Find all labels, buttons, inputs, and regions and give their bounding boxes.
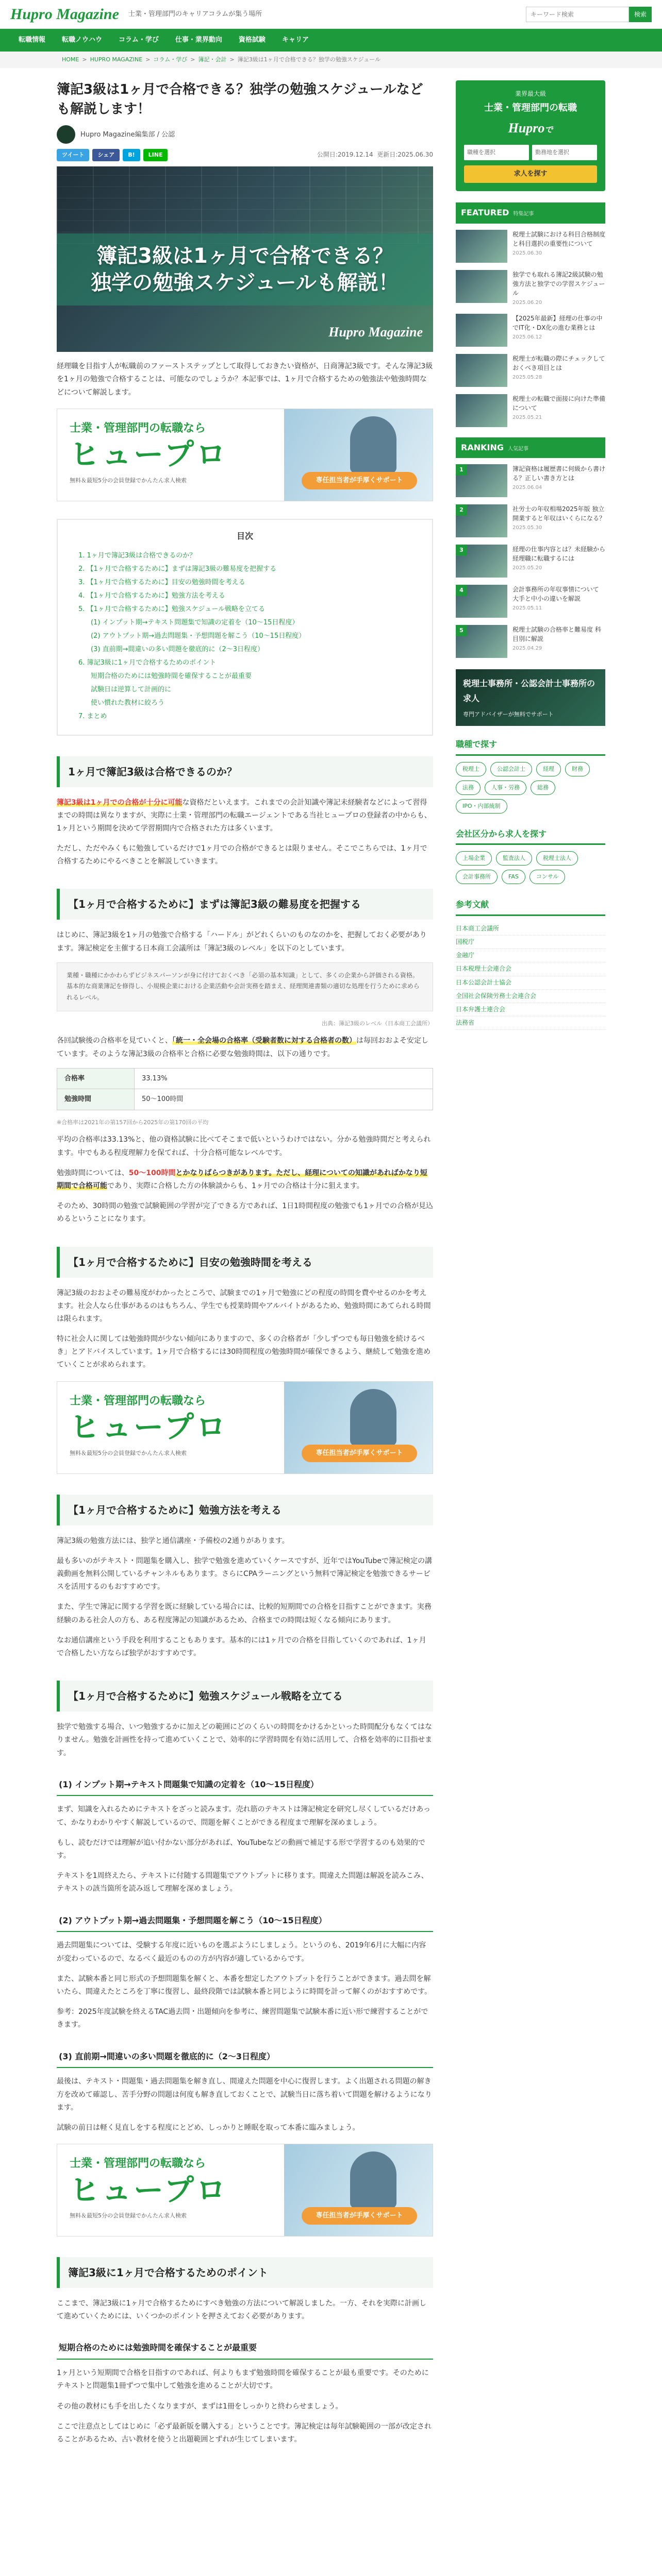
tag[interactable]: IPO・内部統制: [456, 799, 507, 814]
list-item[interactable]: 4 会計事務所の年収事情について 大手と中小の違いを解説 2025.05.11: [456, 585, 605, 618]
reference-link[interactable]: 日本弁護士連合会: [456, 1003, 605, 1016]
reference-link[interactable]: 金融庁: [456, 949, 605, 962]
section-heading: 【1ヶ月で合格するために】まずは簿記3級の難易度を把握する: [57, 889, 433, 920]
table-row: 合格率 33.13%: [57, 1068, 433, 1089]
share-buttons: [57, 149, 168, 161]
breadcrumb: HOME > HUPRO MAGAZINE > コラム・学び > 簿記・会計 > 簿記3級は1ヶ月で合格できる？独学の勉強スケジュール: [0, 52, 662, 68]
list-item[interactable]: 税理士の転職で面接に向けた準備について 2025.05.21: [456, 394, 605, 427]
breadcrumb-link[interactable]: HOME: [62, 56, 79, 63]
nav-item[interactable]: 転職情報: [19, 36, 46, 44]
list-item[interactable]: 1 簿記資格は履歴書に何級から書ける？正しい書き方とは 2025.06.04: [456, 464, 605, 497]
tag[interactable]: 総務: [531, 781, 555, 795]
toc-item[interactable]: 6. 簿記3級に1ヶ月で合格するためのポイント: [78, 658, 217, 667]
paragraph[interactable]: 参考：2025年度試験を終えるTAC過去問・出題傾向を参考に、練習問題集で試験本番に近い形で練習することができます。: [57, 2008, 428, 2029]
banner-cta-button[interactable]: 専任担当者が手厚くサポート: [302, 1445, 417, 1462]
banner-person-image: [350, 2151, 396, 2208]
banner-cta-button[interactable]: 専任担当者が手厚くサポート: [302, 472, 417, 489]
toc-subitem[interactable]: 短期合格のためには勉強時間を確保することが最重要: [91, 672, 252, 680]
reference-link[interactable]: 日本公認会計士協会: [456, 976, 605, 990]
toc-item[interactable]: 4. 【1ヶ月で合格するために】勉強方法を考える: [78, 591, 225, 600]
paragraph: その他の教材にも手を出したくなりますが、まずは1冊をしっかりと終わらせましょう。: [57, 2402, 343, 2411]
list-item[interactable]: 【2025年最新】経理の仕事の中でIT化・DX化の進む業務とは 2025.06.12: [456, 314, 605, 347]
table-of-contents: [57, 519, 433, 736]
site-logo[interactable]: Hupro Magazine: [10, 5, 119, 23]
references-heading: 参考文献: [456, 897, 605, 916]
subsection-heading: (2) アウトプット期→過去問題集・予想問題を解こう（10〜15日程度）: [57, 1910, 433, 1933]
paragraph: また、試験本番と同じ形式の予想問題集を解くと、本番を想定したアウトプットを行うことができます。過去問を解いたら、間違えたところを丁寧に復習し、最終段階では試験本番と同じように時間を計って解くのがおすすめです。: [57, 1974, 432, 1996]
reference-link[interactable]: 国税庁: [456, 936, 605, 949]
section-heading: 1ヶ月で簿記3級は合格できるのか？: [57, 756, 433, 787]
hero-title-line1: 簿記3級は1ヶ月で合格できる？: [96, 244, 393, 268]
paragraph: 最も多いのがテキスト・問題集を購入し、独学で勉強を進めていくケースですが、近年ではYouTubeで簿記検定の講義動画を無料公開しているチャンネルもあります。さらにCPAラーニングという無料で簿記検定を勉強できるサービスを活用するのもおすすめです。: [57, 1556, 432, 1591]
banner-heading: 士業・管理部門の転職なら: [70, 421, 206, 435]
job-search-widget: 業界最大級 士業・管理部門の転職 Huproで 職種を選択 勤務地を選択 求人を探す: [456, 80, 605, 191]
reference-link[interactable]: 全国社会保険労務士会連合会: [456, 990, 605, 1003]
tag[interactable]: 税理士法人: [536, 851, 578, 866]
hupro-banner[interactable]: [57, 409, 433, 501]
banner-person-image: [350, 1389, 396, 1446]
reference-links: [456, 922, 605, 1030]
lead-text: 経理職を目指す人が転職前のファーストステップとして取得しておきたい資格が、日商簿記3級です。そんな簿記3級を1ヶ月の勉強で合格することは、可能なのでしょうか？本記事では、1ヶ月で合格するための勉強法や勉強時間などについて解説します。: [57, 362, 433, 397]
reference-link[interactable]: 日本税理士会連合会: [456, 962, 605, 976]
paragraph: また、学生で簿記に関する学習を既に経験している場合には、比較的短期間での合格を目指すことができます。実務経験のある社会人の方も、ある程度簿記の知識があるため、合格までの時間は短くなる傾向にあります。: [57, 1603, 432, 1624]
paragraph: ここで注意点としてはじめに「必ず最新版を購入する」ということです。簿記検定は毎年試験範囲の一部が改定されることがあるため、古い教材を使うと出題範囲とずれが生じてしまいます。: [57, 2422, 432, 2444]
tag[interactable]: 財務: [565, 762, 590, 776]
section-heading: 簿記3級に1ヶ月で合格するためのポイント: [57, 2257, 433, 2288]
tag[interactable]: 法務: [456, 781, 481, 795]
article-dates: [317, 149, 433, 161]
facebook-share-button[interactable]: シェア: [92, 149, 120, 161]
breadcrumb-link[interactable]: HUPRO MAGAZINE: [90, 56, 143, 63]
author-name[interactable]: Hupro Magazine編集部 / 公認: [80, 130, 175, 139]
article: [57, 80, 433, 2453]
paragraph: 平均の合格率は33.13%と、他の資格試験に比べてそこまで低いというわけではない。分かる勉強時間だと考えられます。中でもある程度理解力を保てれば、十分合格可能なレベルです。: [57, 1136, 431, 1157]
paragraph: 過去問題集については、受験する年度に近いものを選ぶようにしましょう。というのも、2019年6月に大幅に内容が変わっているので、なるべく最近のものの方が内容が適しているからです。: [57, 1941, 426, 1963]
toc-item[interactable]: 3. 【1ヶ月で合格するために】目安の勉強時間を考える: [78, 578, 245, 586]
toc-item[interactable]: 2. 【1ヶ月で合格するために】まずは簿記3級の難易度を把握する: [78, 565, 277, 573]
pass-rate-table: [57, 1068, 433, 1110]
paragraph: 独学で勉強する場合、いつ勉強するかに加えどの範囲にどのくらいの時間をかけるかといった時間配分もなくてはなりません。勉強を計画性を持って進めていくことで、効率的に学習時間を有効に活用して、合格を効率的に目指せます。: [57, 1723, 433, 1757]
ranking-heading: RANKING 人気記事: [456, 437, 605, 459]
paragraph: 簿記3級のおおよその難易度がわかったところで、試験までの1ヶ月で勉強にどの程度の時間を費やせるのかを考えます。社会人なら仕事があるのはもちろん、学生でも授業時間やアルバイトがあるため、勉強時間にあてられる時間は限られます。: [57, 1289, 431, 1323]
section-heading: 【1ヶ月で合格するために】勉強方法を考える: [57, 1495, 433, 1526]
job-tags: [456, 762, 605, 813]
paragraph: 簿記3級の勉強方法には、独学と通信講座・予備校の2通りがあります。: [57, 1536, 289, 1545]
job-type-select[interactable]: 職種を選択: [464, 145, 529, 160]
author-row: [57, 125, 433, 144]
source-link[interactable]: 出典：簿記3級のレベル（日本商工会議所）: [322, 1020, 433, 1027]
reference-link[interactable]: 日本商工会議所: [456, 922, 605, 936]
paragraph: 1ヶ月という短期間で合格を目指すのであれば、何よりもまず勉強時間を確保することが最も重要です。そのためにテキストと問題集1冊ずつで集中して勉強を進めることが大切です。: [57, 2369, 429, 2391]
global-nav: [0, 29, 662, 52]
nav-item[interactable]: 転職ノウハウ: [62, 36, 103, 44]
site-header: [0, 0, 662, 29]
featured-list: [456, 230, 605, 427]
paragraph: 簿記3級は1ヶ月での合格が十分に可能な資格だといえます。これまでの会計知識や簿記未経験者などによって習得までの時間は異なりますが、実際に士業・管理部門の転職エージェントである当社ヒュープロの登録者の中からも、1ヶ月という期間を決めて学習期間内で合格された方は多くいます。: [57, 798, 432, 833]
tag[interactable]: 人事・労務: [485, 781, 526, 795]
featured-heading: FEATURED 特集記事: [456, 202, 605, 224]
list-item[interactable]: 税理士試験における科目合格制度と科目選択の重要性について 2025.06.30: [456, 230, 605, 263]
banner-subtext: 無料＆最短5分の会員登録でかんたん求人検索: [70, 477, 187, 484]
hupro-banner[interactable]: 士業・管理部門の転職なら ヒュープロ 無料＆最短5分の会員登録でかんたん求人検索 専任担当者が手厚くサポート: [57, 2144, 433, 2236]
list-item[interactable]: 5 税理士試験の合格率と難易度 科目別に解説 2025.04.29: [456, 625, 605, 658]
section-heading: 【1ヶ月で合格するために】目安の勉強時間を考える: [57, 1247, 433, 1278]
article-title: 簿記3級は1ヶ月で合格できる？独学の勉強スケジュールなども解説します！: [57, 82, 423, 117]
sidebar: [456, 80, 605, 2453]
paragraph: 最後は、テキスト・問題集・過去問題集を解き直し、間違えた問題を中心に復習します。よく出題される問題の解き方を改めて確認し、苦手分野の問題は何度も解き直しておくことで、試験当日に落ち着いて問題を解けるようになります。: [57, 2077, 432, 2112]
tag[interactable]: 監査法人: [496, 851, 532, 866]
section-heading: 【1ヶ月で合格するために】勉強スケジュール戦略を立てる: [57, 1681, 433, 1711]
header-search: [526, 7, 652, 22]
paragraph: ただし、ただやみくもに勉強しているだけで1ヶ月での合格ができるとは限りません。そこでこちらでは、1ヶ月で合格するためにやるべきことを解説していきます。: [57, 844, 427, 866]
list-item[interactable]: 3 経理の仕事内容とは？未経験から経理職に転職するには 2025.05.20: [456, 545, 605, 578]
table-note: ※合格率は2021年の第157回から2025年の第170回の平均: [57, 1118, 209, 1126]
toc-subitem[interactable]: (3) 直前期→間違いの多い問題を徹底的に（2〜3日程度）: [91, 645, 264, 653]
paragraph: 勉強時間については、50〜100時間とかなりばらつきがあります。ただし、経理についての知識があればかなり短期間で合格可能であり、実際に合格した方の体験談からも、1ヶ月での合格は十分に狙えます。: [57, 1168, 427, 1190]
nav-item[interactable]: コラム・学び: [119, 36, 159, 44]
table-row: 勉強時間 50〜100時間: [57, 1089, 433, 1110]
twitter-share-button[interactable]: ツイート: [57, 149, 89, 161]
hero-image: [57, 166, 433, 352]
nav-item[interactable]: 資格試験: [238, 36, 266, 44]
company-category-heading: 会社区分から求人を探す: [456, 827, 605, 845]
list-item[interactable]: 独学でも取れる簿記2級試験の勉強方法と独学での学習スケジュール 2025.06.20: [456, 270, 605, 307]
toc-item[interactable]: 5. 【1ヶ月で合格するために】勉強スケジュール戦略を立てる: [78, 605, 266, 613]
job-search-button[interactable]: 求人を探す: [464, 165, 597, 183]
avatar: [57, 125, 75, 144]
site-tagline: 士業・管理部門のキャリアコラムが集う場所: [128, 10, 262, 18]
company-tags: [456, 851, 605, 884]
toc-title: 目次: [236, 531, 253, 541]
paragraph: 試験の前日は軽く見直しをする程度にとどめ、しっかりと睡眠を取って本番に臨みましょう。: [57, 2123, 360, 2132]
breadcrumb-link[interactable]: コラム・学び: [153, 56, 188, 63]
tag[interactable]: 公認会計士: [490, 762, 532, 776]
meta-bar: [57, 149, 433, 161]
paragraph: 特に社会人に関しては勉強時間が少ない傾向にありますので、多くの合格者が「少しずつでも毎日勉強を続けるべき」とアドバイスしています。1ヶ月で合格するには30時間程度の勉強時間が確保できるよう、継続して勉強を進めていくことが求められます。: [57, 1335, 431, 1369]
subsection-heading: (3) 直前期→間違いの多い問題を徹底的に（2〜3日程度）: [57, 2046, 433, 2069]
sidebar-banner[interactable]: 税理士事務所・公認会計士事務所の求人 専門アドバイザーが無料でサポート: [456, 669, 605, 726]
subsection-heading: 短期合格のためには勉強時間を確保することが最重要: [57, 2337, 433, 2360]
toc-subitem[interactable]: 使い慣れた教材に絞ろう: [91, 699, 165, 707]
list-item[interactable]: 税理士が転職の際にチェックしておくべき項目とは 2025.05.28: [456, 354, 605, 387]
banner-cta-button[interactable]: 専任担当者が手厚くサポート: [302, 2207, 417, 2225]
search-button[interactable]: 検索: [629, 7, 652, 22]
paragraph: まず、知識を入れるためにテキストをざっと読みます。売れ筋のテキストは簿記検定を研究し尽くしているだけあって、かなりわかりやすく解説しているので、問題を解くことができる程度まで理解を深めましょう。: [57, 1805, 431, 1827]
breadcrumb-link[interactable]: 簿記・会計: [198, 56, 227, 63]
subsection-heading: (1) インプット期→テキスト問題集で知識の定着を（10〜15日程度）: [57, 1774, 433, 1797]
tag[interactable]: 経理: [536, 762, 561, 776]
hero-title-line2: 独学の勉強スケジュールも解説！: [91, 271, 399, 295]
updated-date: 更新日:2025.06.30: [377, 151, 433, 159]
tag[interactable]: 税理士: [456, 762, 486, 776]
list-item[interactable]: 2 社労士の年収相場2025年版 独立開業すると年収はいくらになる？ 2025.05.30: [456, 504, 605, 537]
paragraph: はじめに、簿記3級を1ヶ月の勉強で合格する「ハードル」がどれくらいのものなのかを、把握しておく必要があります。簿記検定を主催する日本商工会議所は「簿記3級のレベル」を以下のとしています。: [57, 931, 427, 953]
hatena-share-button[interactable]: B!: [123, 149, 140, 161]
toc-item[interactable]: 1. 1ヶ月で簿記3級は合格できるのか？: [78, 551, 196, 560]
reference-link[interactable]: 法務省: [456, 1016, 605, 1030]
published-date: 公開日:2019.12.14: [317, 151, 373, 159]
hupro-banner[interactable]: 士業・管理部門の転職なら ヒュープロ 無料＆最短5分の会員登録でかんたん求人検索 専任担当者が手厚くサポート: [57, 1381, 433, 1474]
nav-item[interactable]: キャリア: [282, 36, 309, 44]
job-category-heading: 職種で探す: [456, 737, 605, 756]
tag[interactable]: 会計事務所: [456, 870, 498, 884]
line-share-button[interactable]: LINE: [143, 149, 168, 161]
tag[interactable]: コンサル: [529, 870, 565, 884]
toc-subitem[interactable]: (1) インプット期→テキスト問題集で知識の定着を（10〜15日程度）: [91, 618, 299, 626]
quote-box: 業種・職種にかかわらずビジネスパーソンが身に付けておくべき「必須の基本知識」として、多くの企業から評価される資格。基本的な商業簿記を修得し、小規模企業における企業活動や会計実務を踏まえ、経理関連書類の適切な処理を行うために求められるレベル。: [57, 962, 433, 1011]
search-input[interactable]: [526, 7, 629, 22]
toc-subitem[interactable]: (2) アウトプット期→過去問題集・予想問題を解こう（10〜15日程度）: [91, 632, 306, 640]
toc-subitem[interactable]: 試験日は逆算して計画的に: [91, 685, 172, 693]
paragraph: ここまで、簿記3級に1ヶ月で合格するためにすべき勉強の方法について解説しました。一方、それを実際に計画して進めていくためには、いくつかのポイントを押さえておく必要があります。: [57, 2299, 426, 2321]
tag[interactable]: 上場企業: [456, 851, 492, 866]
banner-person-image: [350, 416, 396, 473]
location-select[interactable]: 勤務地を選択: [532, 145, 597, 160]
hero-watermark: Hupro Magazine: [328, 325, 423, 340]
paragraph: なお通信講座という手段を利用することもあります。基本的には1ヶ月での合格を目指していくのであれば、1ヶ月で合格したい方ならば独学がおすすめです。: [57, 1636, 426, 1657]
paragraph: もし、読むだけでは理解が追い付かない部分があれば、YouTubeなどの動画で補足する形で学習するのも効果的です。: [57, 1838, 425, 1860]
nav-item[interactable]: 仕事・業界動向: [175, 36, 222, 44]
paragraph: 各回試験後の合格率を見ていくと、「統一・全会場の合格率（受験者数に対する合格者の数）は毎回おおよそ安定しています。そのような簿記3級の合格率と合格に必要な勉強時間は、以下の通りです。: [57, 1037, 428, 1058]
banner-brand: ヒュープロ: [70, 437, 228, 472]
breadcrumb-current: 簿記3級は1ヶ月で合格できる？独学の勉強スケジュール: [237, 56, 381, 63]
toc-item[interactable]: 7. まとめ: [78, 712, 107, 720]
paragraph: テキストを1周終えたら、テキストに付随する問題集でアウトプットに移ります。間違えた問題は解説を読みこみ、テキストの該当箇所を読み返して理解を深めましょう。: [57, 1872, 428, 1893]
ranking-list: [456, 464, 605, 658]
tag[interactable]: FAS: [502, 870, 525, 884]
paragraph: そのため、30時間の勉強で試験範囲の学習が完了できる方であれば、1日1時間程度の勉強でも1ヶ月での合格が見込めるということになります。: [57, 1202, 433, 1224]
